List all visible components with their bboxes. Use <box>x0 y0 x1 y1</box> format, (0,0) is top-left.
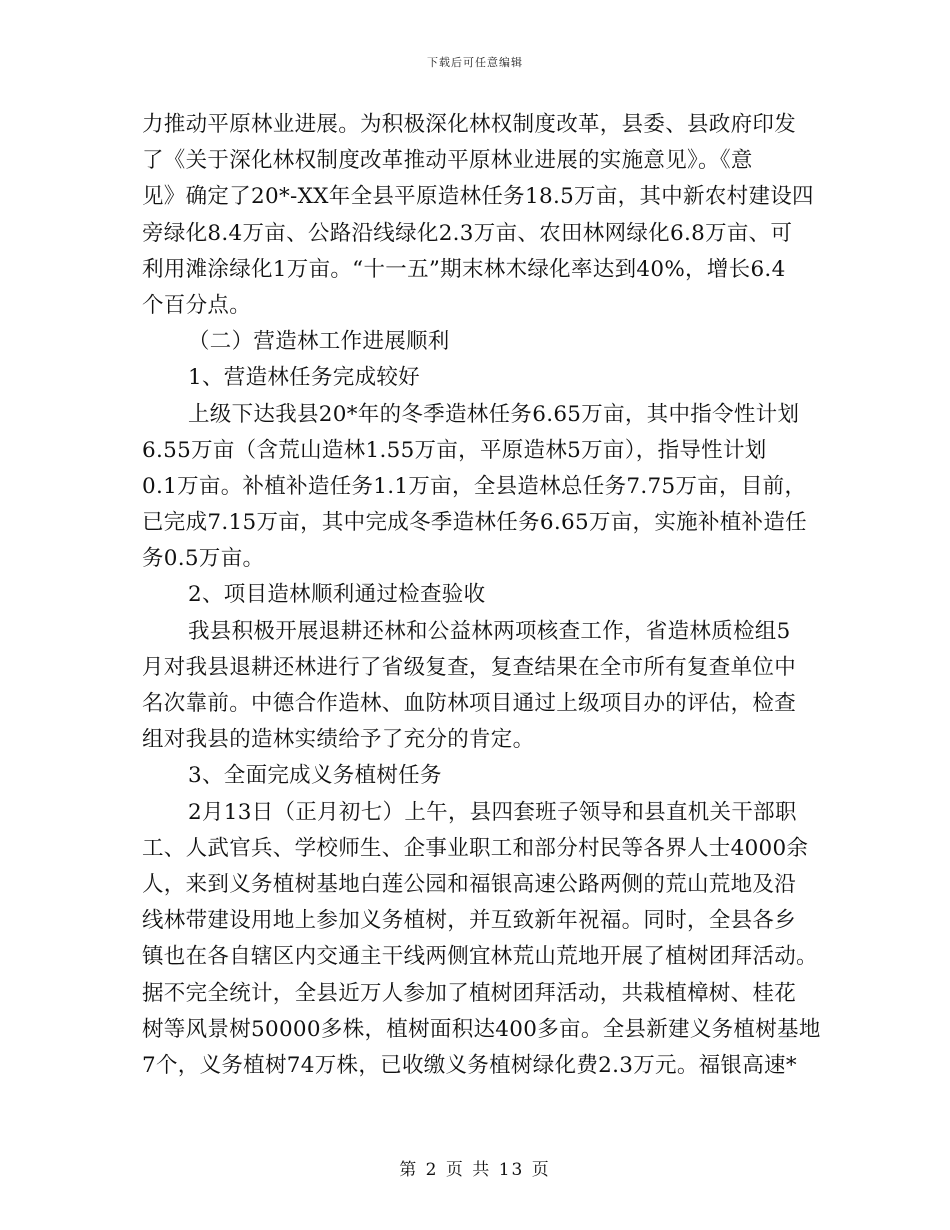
text-line: 线林带建设用地上参加义务植树，并互致新年祝福。同时，全县各乡 <box>142 908 797 934</box>
text-line: 0.1万亩。补植补造任务1.1万亩，全县造林总任务7.75万亩，目前， <box>142 473 807 499</box>
text-line: 月对我县退耕还林进行了省级复查，复查结果在全市所有复查单位中 <box>142 654 797 680</box>
text-line: 上级下达我县20*年的冬季造林任务6.65万亩，其中指令性计划 <box>188 401 800 427</box>
text-line: 据不完全统计，全县近万人参加了植树团拜活动，共栽植樟树、桂花 <box>142 980 797 1006</box>
subsection-heading: 1、营造林任务完成较好 <box>188 365 420 391</box>
section-heading: （二）营造林工作进展顺利 <box>188 329 450 355</box>
page-header: 下载后可任意编辑 <box>427 56 523 69</box>
text-line: 旁绿化8.4万亩、公路沿线绿化2.3万亩、农田林网绿化6.8万亩、可 <box>142 220 793 246</box>
text-line: 6.55万亩（含荒山造林1.55万亩，平原造林5万亩），指导性计划 <box>142 437 767 463</box>
text-line: 了《关于深化林权制度改革推动平原林业进展的实施意见》。《意 <box>142 148 753 174</box>
text-line: 人，来到义务植树基地白莲公园和福银高速公路两侧的荒山荒地及沿 <box>142 871 797 897</box>
text-line: 树等风景树50000多株，植树面积达400多亩。全县新建义务植树基地 <box>142 1016 821 1042</box>
text-line: 名次靠前。中德合作造林、血防林项目通过上级项目办的评估，检查 <box>142 691 797 716</box>
text-line: 组对我县的造林实绩给予了充分的肯定。 <box>142 727 535 753</box>
text-line: 镇也在各自辖区内交通主干线两侧宜林荒山荒地开展了植树团拜活动。 <box>142 944 818 970</box>
text-line: 务0.5万亩。 <box>142 546 265 572</box>
body-text <box>142 107 821 1084</box>
subsection-heading: 3、全面完成义务植树任务 <box>188 763 442 789</box>
page-footer: 第 2 页 共 13 页 <box>399 1160 551 1180</box>
text-line: 见》确定了20*-XX年全县平原造林任务18.5万亩，其中新农村建设四 <box>142 184 814 210</box>
text-line: 力推动平原林业进展。为积极深化林权制度改革，县委、县政府印发 <box>142 112 797 137</box>
text-line: 7个，义务植树74万株，已收缴义务植树绿化费2.3万元。福银高速* <box>142 1052 797 1078</box>
text-line: 个百分点。 <box>142 292 252 318</box>
text-line: 已完成7.15万亩，其中完成冬季造林任务6.65万亩，实施补植补造任 <box>142 510 807 536</box>
text-line: 2月13日（正月初七）上午，县四套班子领导和县直机关干部职 <box>188 799 797 825</box>
subsection-heading: 2、项目造林顺利通过检查验收 <box>188 582 486 608</box>
text-line: 我县积极开展退耕还林和公益林两项核查工作，省造林质检组5 <box>188 618 791 644</box>
text-line: 利用滩涂绿化1万亩。“十一五”期末林木绿化率达到40%，增长6.4 <box>142 256 786 282</box>
text-line: 工、人武官兵、学校师生、企事业职工和部分村民等各界人士4000余 <box>142 835 809 861</box>
